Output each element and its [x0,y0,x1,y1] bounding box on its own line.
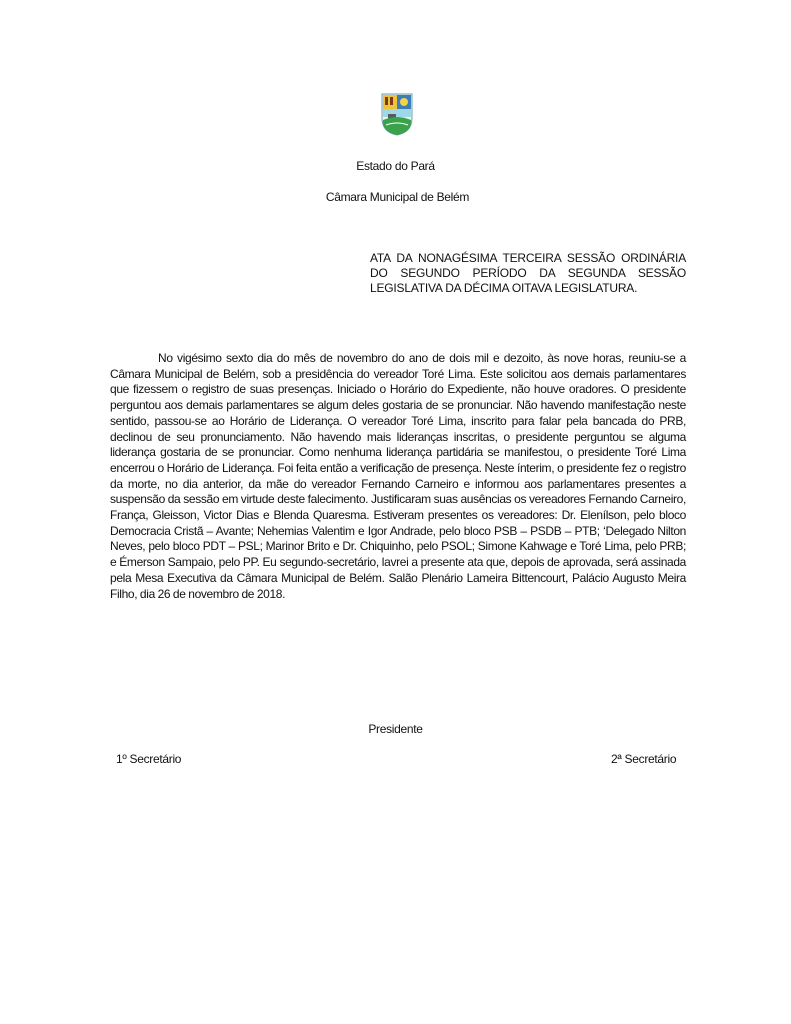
minutes-body: No vigésimo sexto dia do mês de novembro do ano de dois mil e dezoito, às nove horas, reuniu-se a Câmara Municipal de Belém, sob a presidência do vereador Toré Lima. Este solicitou aos demais parlamentares que fizessem o registro de suas presenças. Iniciado o Horário do Expediente, não houve oradores. O presidente perguntou aos demais parlamentares se algum deles gostaria de se pronunciar. Não havendo manifestação neste sentido, passou-se ao Horário de Liderança. O vereador Toré Lima, inscrito para falar pela bancada do PRB, declinou de seu pronunciamento. Não havendo mais lideranças inscritas, o presidente perguntou se alguma liderança gostaria de se pronunciar. Como nenhuma liderança partidária se manifestou, o presidente Toré Lima encerrou o Horário de Liderança. Foi feita então a verificação de presença. Neste ínterim, o presidente fez o registro da morte, no dia anterior, da mãe do vereador Fernando Carneiro e informou aos parlamentares presentes a suspensão da sessão em virtude deste falecimento. Justificaram suas ausências os vereadores Fernando Carneiro, França, Gleisson, Victor Dias e Blenda Quaresma. Estiveram presentes os vereadores: Dr. Elenílson, pelo bloco Democracia Cristã – Avante; Nehemias Valentim e Igor Andrade, pelo bloco PSB – PSDB – PTB; ‘Delegado Nilton Neves, pelo bloco PDT – PSL; Marinor Brito e Dr. Chiquinho, pelo PSOL; Simone Kahwage e Toré Lima, pelo PRB; e Émerson Sampaio, pelo PP. Eu segundo-secretário, lavrei a presente ata que, depois de aprovada, será assinada pela Mesa Executiva da Câmara Municipal de Belém. Salão Plenário Lameira Bittencourt, Palácio Augusto Meira Filho, dia 26 de novembro de 2018. [110,351,686,601]
state-name: Estado do Pará [356,159,435,173]
signature-first-secretary: 1º Secretário [116,752,182,766]
chamber-name: Câmara Municipal de Belém [325,190,470,204]
signature-second-secretary: 2ª Secretário [611,752,677,766]
minutes-heading: ATA DA NONAGÉSIMA TERCEIRA SESSÃO ORDINÁRIA DO SEGUNDO PERÍODO DA SEGUNDA SESSÃO LEGISLATIVA DA DÉCIMA OITAVA LEGISLATURA. [370,251,686,295]
signature-president: Presidente [368,722,423,736]
coat-of-arms-icon [380,92,414,136]
